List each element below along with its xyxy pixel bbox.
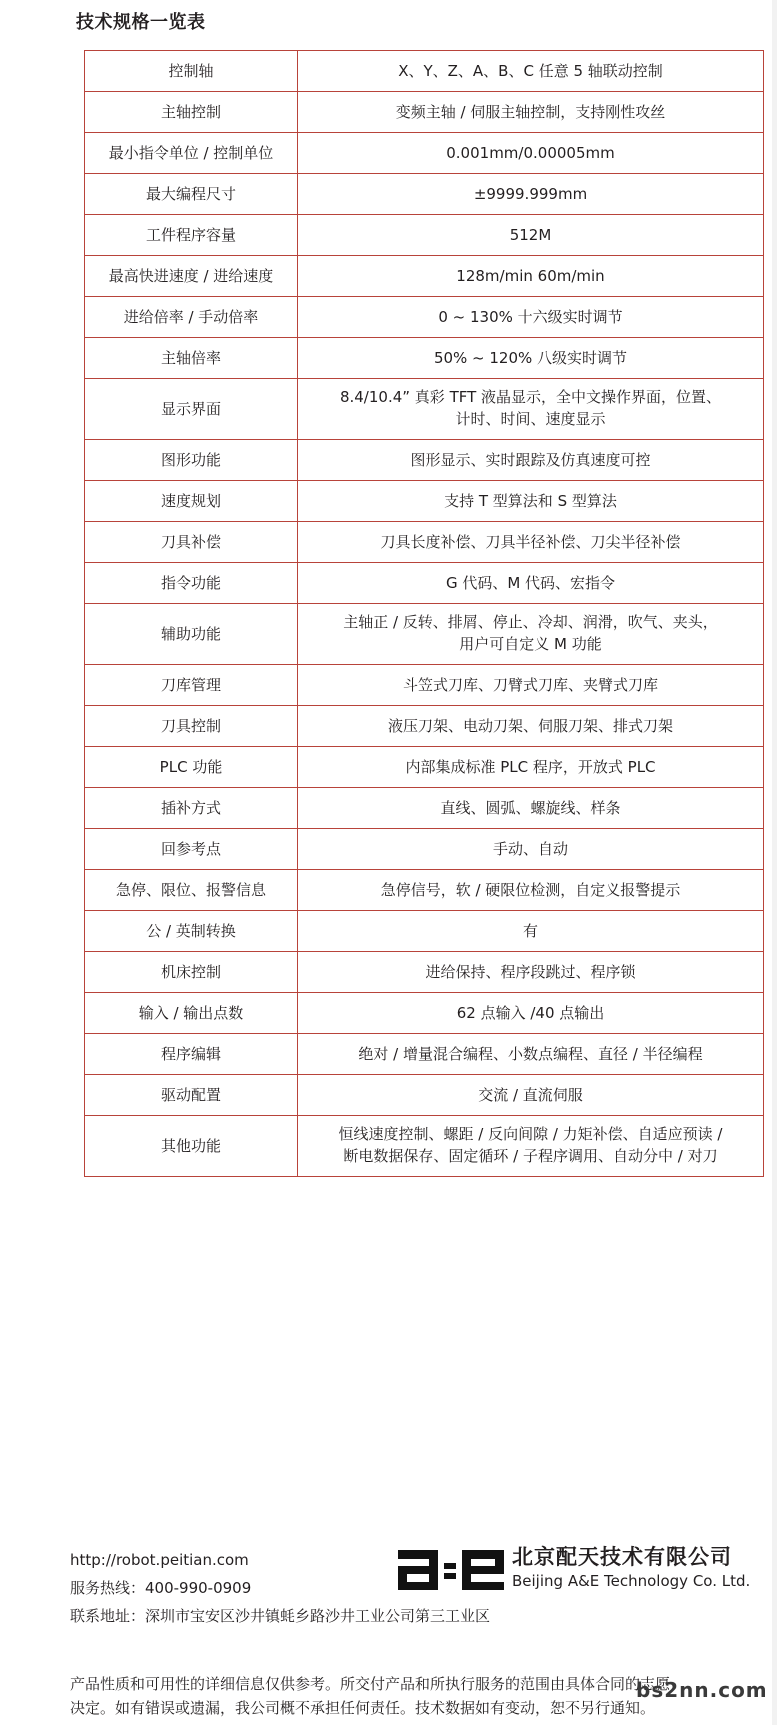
spec-label: 图形功能 [85, 440, 298, 481]
spec-label: 驱动配置 [85, 1075, 298, 1116]
contact-address: 联系地址：深圳市宝安区沙井镇蚝乡路沙井工业公司第三工业区 [70, 1607, 491, 1625]
table-row [85, 911, 764, 952]
spec-value-line: 刀具长度补偿、刀具半径补偿、刀尖半径补偿 [380, 532, 681, 551]
spec-label: 最高快进速度 / 进给速度 [85, 256, 298, 297]
company-logo-icon [398, 1540, 506, 1600]
spec-value [298, 747, 764, 788]
table-row [85, 256, 764, 297]
spec-value [298, 256, 764, 297]
spec-label: 急停、限位、报警信息 [85, 870, 298, 911]
spec-value [298, 870, 764, 911]
spec-value-line: X、Y、Z、A、B、C 任意 5 轴联动控制 [398, 61, 663, 80]
spec-value-line: 断电数据保存、固定循环 / 子程序调用、自动分中 / 对刀 [343, 1147, 718, 1165]
spec-value-line: G 代码、M 代码、宏指令 [445, 573, 616, 592]
spec-label: 辅助功能 [85, 604, 298, 665]
spec-value [298, 1075, 764, 1116]
spec-label: 最小指令单位 / 控制单位 [85, 133, 298, 174]
watermark: bs2nn.com [636, 1678, 768, 1702]
service-hotline: 服务热线：400-990-0909 [70, 1579, 252, 1597]
spec-value [298, 379, 764, 440]
company-name-cn: 北京配天技术有限公司 [512, 1545, 732, 1569]
spec-label: 工件程序容量 [85, 215, 298, 256]
website-link[interactable]: http://robot.peitian.com [70, 1551, 249, 1569]
spec-value-line: 交流 / 直流伺服 [478, 1085, 583, 1104]
spec-value [298, 297, 764, 338]
spec-value-line: 图形显示、实时跟踪及仿真速度可控 [410, 450, 651, 469]
table-row [85, 1075, 764, 1116]
spec-value-line: 斗笠式刀库、刀臂式刀库、夹臂式刀库 [402, 675, 658, 694]
spec-label: 控制轴 [85, 51, 298, 92]
spec-value-line: 直线、圆弧、螺旋线、样条 [440, 798, 621, 817]
spec-label: 刀库管理 [85, 665, 298, 706]
spec-value [298, 829, 764, 870]
table-row [85, 92, 764, 133]
spec-value [298, 133, 764, 174]
spec-value [298, 338, 764, 379]
spec-value-line: 0 ~ 130% 十六级实时调节 [438, 307, 623, 326]
spec-value [298, 665, 764, 706]
spec-label: 最大编程尺寸 [85, 174, 298, 215]
spec-value [298, 604, 764, 665]
spec-value [298, 788, 764, 829]
spec-value [298, 563, 764, 604]
spec-value-line: 内部集成标准 PLC 程序，开放式 PLC [405, 757, 656, 776]
table-row [85, 440, 764, 481]
table-row [85, 481, 764, 522]
spec-label: 速度规划 [85, 481, 298, 522]
spec-value-line: 50% ~ 120% 八级实时调节 [433, 348, 628, 367]
spec-label: 主轴控制 [85, 92, 298, 133]
spec-value [298, 993, 764, 1034]
spec-value-line: 8.4/10.4” 真彩 TFT 液晶显示，全中文操作界面，位置、 [339, 388, 722, 407]
spec-value [298, 1034, 764, 1075]
spec-label: PLC 功能 [85, 747, 298, 788]
spec-value [298, 522, 764, 563]
spec-value-line: 用户可自定义 M 功能 [459, 635, 602, 653]
table-row [85, 338, 764, 379]
spec-value-line: 有 [522, 921, 538, 940]
spec-value-line: 进给保持、程序段跳过、程序锁 [425, 962, 636, 981]
table-row [85, 51, 764, 92]
disclaimer-line-2: 决定。如有错误或遗漏，我公司概不承担任何责任。技术数据如有变动，恕不另行通知。 [70, 1699, 656, 1717]
table-row [85, 563, 764, 604]
spec-value-line: 手动、自动 [492, 839, 568, 858]
spec-value-line: 主轴正 / 反转、排屑、停止、冷却、润滑，吹气、夹头， [343, 613, 718, 632]
spec-value-line: 128m/min 60m/min [456, 266, 605, 285]
table-row [85, 215, 764, 256]
spec-value [298, 1116, 764, 1177]
spec-value-line: 变频主轴 / 伺服主轴控制，支持刚性攻丝 [395, 102, 666, 121]
spec-label: 插补方式 [85, 788, 298, 829]
table-row [85, 604, 764, 665]
spec-label: 输入 / 输出点数 [85, 993, 298, 1034]
spec-label: 显示界面 [85, 379, 298, 440]
table-row [85, 379, 764, 440]
spec-value-line: 绝对 / 增量混合编程、小数点编程、直径 / 半径编程 [358, 1044, 703, 1063]
spec-value [298, 92, 764, 133]
page-title: 技术规格一览表 [76, 12, 206, 33]
spec-value [298, 51, 764, 92]
table-row [85, 174, 764, 215]
table-row [85, 1034, 764, 1075]
table-row [85, 706, 764, 747]
spec-value-line: ±9999.999mm [473, 184, 588, 203]
spec-value [298, 174, 764, 215]
table-row [85, 870, 764, 911]
spec-value-line: 62 点输入 /40 点输出 [456, 1003, 605, 1022]
spec-label: 机床控制 [85, 952, 298, 993]
table-row [85, 788, 764, 829]
table-row [85, 133, 764, 174]
table-row [85, 747, 764, 788]
spec-value [298, 440, 764, 481]
spec-table [84, 50, 764, 1177]
table-row [85, 665, 764, 706]
spec-value [298, 215, 764, 256]
spec-value-line: 恒线速度控制、螺距 / 反向间隙 / 力矩补偿、自适应预读 / [338, 1125, 723, 1144]
spec-label: 回参考点 [85, 829, 298, 870]
scan-edge [772, 0, 777, 1725]
spec-label: 公 / 英制转换 [85, 911, 298, 952]
table-row [85, 522, 764, 563]
spec-value-line: 计时、时间、速度显示 [455, 410, 606, 428]
spec-value-line: 急停信号，软 / 硬限位检测，自定义报警提示 [380, 880, 681, 899]
spec-value-line: 512M [509, 225, 552, 244]
table-row [85, 952, 764, 993]
spec-value [298, 706, 764, 747]
spec-label: 其他功能 [85, 1116, 298, 1177]
table-row [85, 829, 764, 870]
spec-label: 指令功能 [85, 563, 298, 604]
table-row [85, 1116, 764, 1177]
company-name-en: Beijing A&E Technology Co. Ltd. [512, 1572, 751, 1590]
spec-label: 刀具补偿 [85, 522, 298, 563]
spec-label: 刀具控制 [85, 706, 298, 747]
spec-label: 进给倍率 / 手动倍率 [85, 297, 298, 338]
disclaimer-line-1: 产品性质和可用性的详细信息仅供参考。所交付产品和所执行服务的范围由具体合同的志愿 [70, 1675, 671, 1693]
spec-value-line: 0.001mm/0.00005mm [446, 143, 615, 162]
spec-value [298, 911, 764, 952]
spec-value-line: 支持 T 型算法和 S 型算法 [444, 491, 617, 510]
spec-label: 主轴倍率 [85, 338, 298, 379]
table-row [85, 993, 764, 1034]
table-row [85, 297, 764, 338]
spec-value [298, 481, 764, 522]
spec-value [298, 952, 764, 993]
spec-value-line: 液压刀架、电动刀架、伺服刀架、排式刀架 [387, 716, 673, 735]
spec-label: 程序编辑 [85, 1034, 298, 1075]
